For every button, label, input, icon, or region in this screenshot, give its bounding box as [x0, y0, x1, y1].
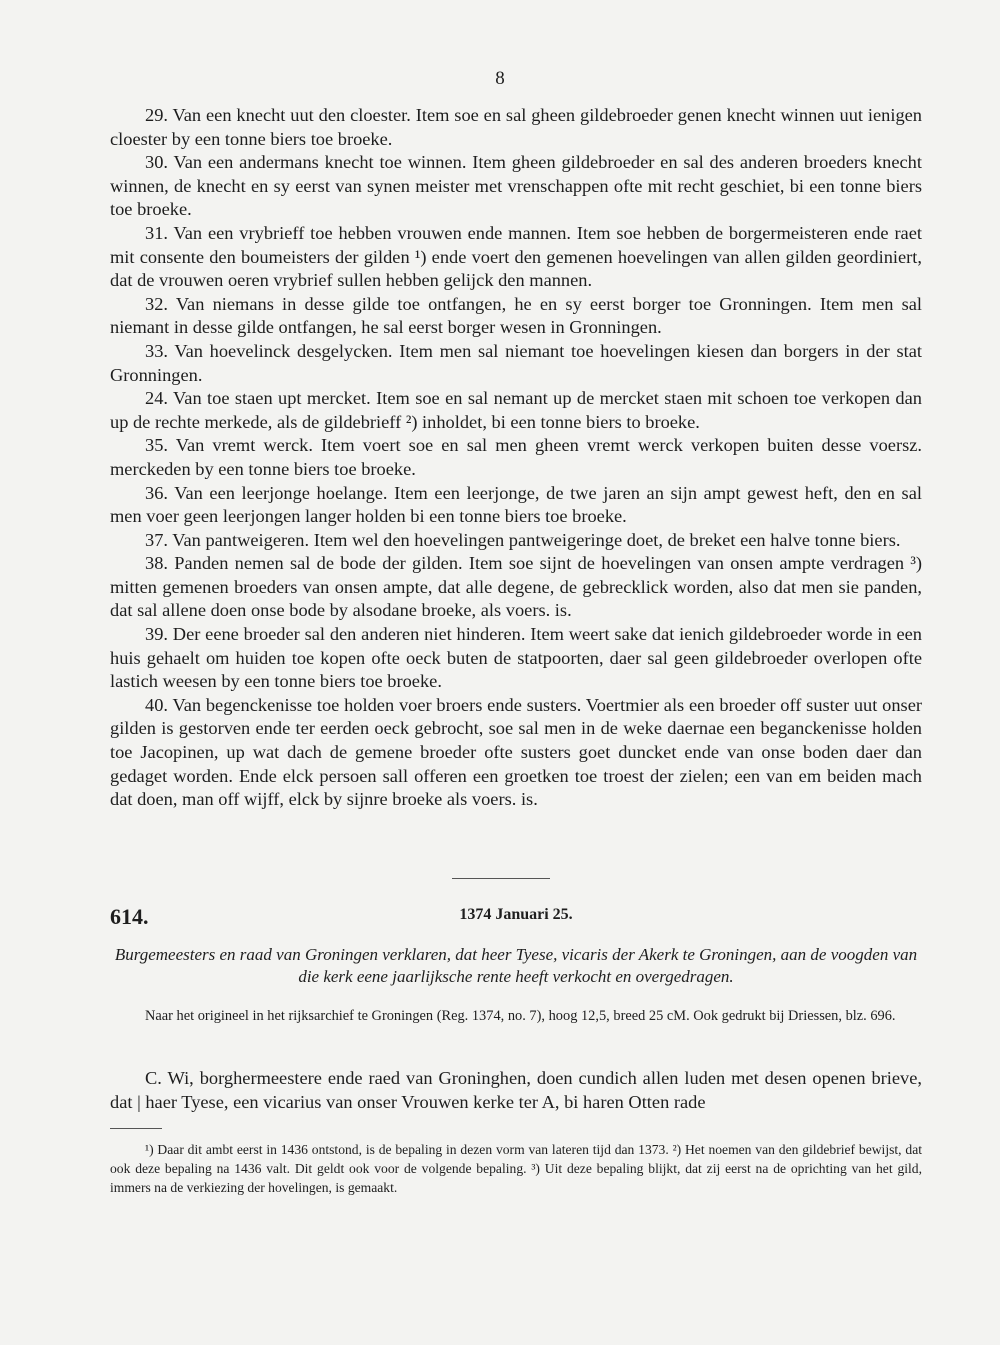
article-32: 32. Van niemans in desse gilde toe ontfangen, he en sy eerst borger toe Gronningen. Item men sal niemant in desse gilde ontfangen, he sal eerst borger wesen in Gronningen.	[110, 293, 922, 338]
article-33: 33. Van hoevelinck desgelycken. Item men sal niemant toe hoevelingen kiesen dan borgers in der stat Gronningen.	[110, 340, 922, 385]
document-summary: Burgemeesters en raad van Groningen verklaren, dat heer Tyese, vicaris der Akerk te Groningen, aan de voogden van die kerk eene jaarlijksche rente heeft verkocht en overgedragen.	[114, 945, 918, 986]
article-37: 37. Van pantweigeren. Item wel den hoevelingen pantweigeringe doet, de breket een halve tonne biers.	[145, 529, 901, 550]
footnote-divider	[110, 1128, 162, 1129]
footnotes: ¹) Daar dit ambt eerst in 1436 ontstond, is de bepaling in dezen vorm van lateren tijd dan 1373. ²) Het noemen van den gildebrief bewijst, dat ook deze bepaling na 1436 valt. Dit geldt ook voor de volgende bepaling. ³) Uit deze bepaling blijkt, dat zij eerst na de oprichting van het gild, immers na de verkiezing der hovelingen, is gemaakt.	[110, 1142, 922, 1195]
article-39: 39. Der eene broeder sal den anderen niet hinderen. Item weert sake dat ienich gildebroeder worde in een huis gehaelt om huiden toe kopen ofte oeck buten de statpoorten, daer sal geen gildebroeder overlopen ofte lastich weesen by een tonne biers toe broeke.	[110, 624, 922, 692]
article-34: 24. Van toe staen upt mercket. Item soe en sal nemant up de mercket staen mit schoen toe verkopen dan up de rechte merkede, als de gildebrieff ²) inholdet, bi een tonne biers to broeke.	[110, 388, 922, 432]
article-29: 29. Van een knecht uut den cloester. Item soe en sal gheen gildebroeder genen knecht winnen uut ienigen cloester by een tonne biers toe broeke.	[110, 105, 922, 149]
article-31: 31. Van een vrybrieff toe hebben vrouwen ende mannen. Item soe hebben de borgermeisteren ende raet mit consente den boumeisters der gilden ¹) ende voert den gemenen hoevelingen van allen gilden geordiniert, dat de vrouwen oeren vrybrief sullen hebben gelijck den mannen.	[110, 222, 922, 291]
section-divider	[452, 878, 550, 879]
guild-articles	[110, 104, 922, 812]
charter-text: C. Wi, borghermeestere ende raed van Groninghen, doen cundich allen luden met desen openen brieve, dat | haer Tyese, een vicarius van onser Vrouwen kerke ter A, bi haren Otten rade	[110, 1068, 922, 1112]
source-note: Naar het origineel in het rijksarchief te Groningen (Reg. 1374, no. 7), hoog 12,5, breed 25 cM. Ook gedrukt bij Driessen, blz. 696.	[145, 1008, 896, 1024]
article-40: 40. Van begenckenisse toe holden voer broers ende susters. Voertmier als een broeder off suster uut onser gilden is gestorven ende ter eerden oeck gebrocht, soe sal men in de weke daernae een beganckenisse holden toe Jacopinen, up wat dach de gemene broeder ofte susters goet duncket ende van onse boden daer dan gedaget worden. Ende elck persoen sall offeren een groetken toe troest der zielen; een van em beiden mach dat doen, man off wijff, elck by sijnre broeke als voers. is.	[110, 694, 922, 810]
page-number: 8	[495, 68, 505, 89]
article-38: 38. Panden nemen sal de bode der gilden. Item soe sijnt de hoevelingen van onsen ampte verdragen ³) mitten gemenen broeders van onsen ampte, dat alle degene, de gebrecklick worden, also dat men sie panden, dat sal allene doen onse bode by alsodane broeke, als voers. is.	[110, 553, 922, 621]
article-30: 30. Van een andermans knecht toe winnen. Item gheen gildebroeder en sal des anderen broeders knecht winnen, de knecht en sy eerst van synen meister met vrenschappen ofte mit recht geschiet, bi een tonne biers toe broeke.	[110, 152, 922, 220]
article-35: 35. Van vremt werck. Item voert soe en sal men gheen vremt werck verkopen buiten desse voersz. merckeden by een tonne biers toe broeke.	[110, 435, 922, 479]
document-heading	[110, 904, 922, 936]
article-36: 36. Van een leerjonge hoelange. Item een leerjonge, de twe jaren an sijn ampt gewest heft, den en sal men voer geen leerjongen langer holden bi een tonne biers toe broeke.	[110, 482, 922, 527]
document-date: 1374 Januari 25.	[459, 906, 573, 923]
document-number: 614.	[110, 904, 149, 929]
